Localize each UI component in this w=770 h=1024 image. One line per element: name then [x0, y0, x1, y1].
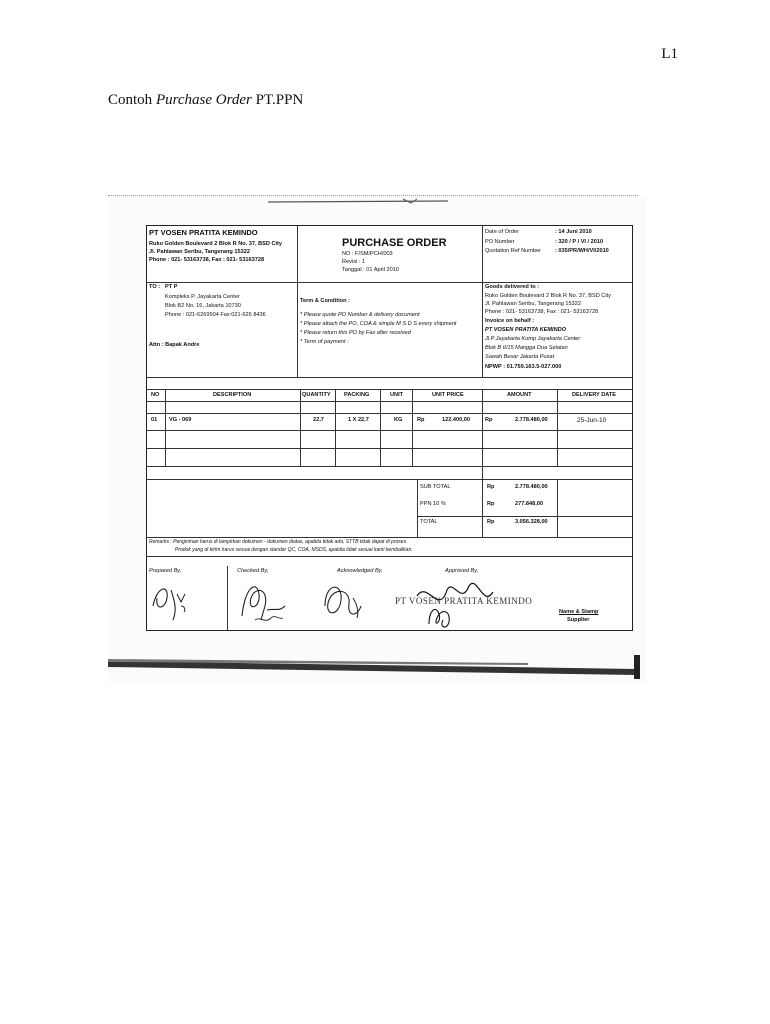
remarks-line-1: Remarks : Pengiriman harus di lampirkan dokumen - dokumen diatas, apabila tidak ada, STTB tidak dapat di proses. [149, 539, 408, 545]
supplier-label: Supplier [567, 617, 590, 623]
subtotal-value: 2.778.480,00 [515, 484, 548, 490]
total-currency: Rp [487, 519, 495, 525]
company-address-1: Ruko Golden Boulevard 2 Blok R No. 37, BSD City [149, 241, 283, 247]
scanned-purchase-order [108, 195, 646, 683]
to-phone: Phone : 021-6269504 Fax:021-626 8436 [165, 312, 266, 318]
to-label: TO : [149, 284, 161, 290]
to-address-2: Blok B2 No. 16, Jakarta 10730 [165, 303, 241, 309]
company-stamp: PT VOSEN PRATITA KEMINDO [395, 596, 533, 606]
invoice-name: PT VOSEN PRATITA KEMINDO [485, 327, 567, 333]
term-item: * Term of payment : [300, 339, 349, 345]
attention: Attn : Bapak Andre [149, 342, 200, 348]
row-amount: 2.778.480,00 [515, 417, 548, 423]
caption-italic: Purchase Order [155, 92, 252, 108]
document-date: Tanggal : 01 April 2010 [342, 267, 399, 273]
po-number-value: : 320 / P / VI / 2010 [555, 239, 604, 245]
row-delivery-date: 25-Jun-10 [577, 417, 607, 424]
row-price-currency: Rp [417, 417, 425, 423]
npwp: NPWP : 01.759.163.5-027.000 [485, 364, 562, 370]
page-number: L1 [661, 46, 678, 62]
delivery-address-2: Jl. Pahlawan Seribu, Tangerang 15322 [485, 301, 581, 307]
term-item: * Please quote PO Number & delivery document [300, 312, 420, 318]
company-name: PT VOSEN PRATITA KEMINDO [149, 228, 258, 237]
quotation-ref-value: : 035/PR/WH/VI/2010 [555, 248, 609, 254]
invoice-address-3: Sawah Besar Jakarta Pusat [485, 354, 555, 360]
scan-bottom-edge [108, 655, 644, 679]
col-header-no: NO [151, 392, 160, 398]
col-header-quantity: QUANTITY [302, 392, 331, 398]
to-address-1: Kompleks P. Jayakarta Center [165, 294, 240, 300]
row-packing: 1 X 22,7 [348, 417, 369, 423]
remarks-line-2: Produk yang di kirim harus sesuai dengan standar QC, COA, MSDS, apabila tidak sesuai kami kembalikan. [175, 547, 413, 553]
total-label: TOTAL [420, 519, 438, 525]
po-title: PURCHASE ORDER [342, 237, 447, 249]
to-name: PT P [165, 284, 178, 290]
caption-prefix: Contoh [108, 92, 156, 108]
col-header-packing: PACKING [344, 392, 370, 398]
date-of-order-label: Date of Order [485, 229, 519, 235]
term-item: * Please attach the PO, COA & simple M S D S every shipment [300, 321, 457, 327]
row-unit: KG [394, 417, 403, 423]
ppn-label: PPN 10 % [420, 501, 446, 507]
terms-label: Term & Condition : [300, 298, 350, 304]
row-amount-currency: Rp [485, 417, 493, 423]
quotation-ref-label: Quotation Ref Number [485, 248, 541, 254]
company-phone: Phone : 021- 53163738, Fax : 021- 53163728 [149, 257, 265, 263]
row-no: 01 [151, 417, 158, 423]
date-of-order-value: : 14 Juni 2010 [555, 229, 592, 235]
row-quantity: 22,7 [313, 417, 324, 423]
name-stamp-label: Name & Stamp [559, 609, 599, 615]
col-header-unit-price: UNIT PRICE [432, 392, 464, 398]
delivery-label: Goods delivered to : [485, 284, 540, 290]
handwritten-signatures [147, 576, 632, 630]
delivery-address-1: Ruko Golden Boulevard 2 Blok R No. 37, BSD City [485, 293, 611, 299]
invoice-address-1: Jl.P Jayakarta Komp Jayakarta Center [485, 336, 581, 342]
total-value: 3.056.328,00 [515, 519, 548, 525]
term-item: * Please return this PO by Fax after received [300, 330, 411, 336]
col-header-amount: AMOUNT [507, 392, 532, 398]
purchase-order-form [146, 225, 633, 631]
caption [108, 92, 303, 109]
row-unit-price: 122.400,00 [442, 417, 470, 423]
invoice-label: Invoice on behalf : [485, 318, 535, 324]
col-header-description: DESCRIPTION [213, 392, 252, 398]
prepared-by-label: Prepared By, [149, 568, 182, 574]
subtotal-label: SUB TOTAL [420, 484, 451, 490]
revision: Revisi : 1 [342, 259, 366, 265]
checked-by-label: Checked By, [237, 568, 269, 574]
scan-artifact [258, 197, 458, 205]
po-number-label: PO Number [485, 239, 515, 245]
company-address-2: Jl. Pahlawan Seribu, Tangerang 15322 [149, 249, 250, 255]
row-description: VG - 069 [169, 417, 192, 423]
invoice-address-2: Blok B II/15 Mangga Dua Selatan [485, 345, 568, 351]
acknowledged-by-label: Acknowledged By, [337, 568, 383, 574]
col-header-unit: UNIT [390, 392, 404, 398]
caption-suffix: PT.PPN [251, 92, 304, 108]
document-number: NO : F/SM/PCH/003 [342, 251, 393, 257]
ppn-currency: Rp [487, 501, 495, 507]
ppn-value: 277.848,00 [515, 501, 543, 507]
col-header-delivery-date: DELIVERY DATE [572, 392, 617, 398]
subtotal-currency: Rp [487, 484, 495, 490]
delivery-phone: Phone : 021- 53163738, Fax : 021- 53163728 [485, 309, 599, 315]
approved-by-label: Approved By, [445, 568, 479, 574]
